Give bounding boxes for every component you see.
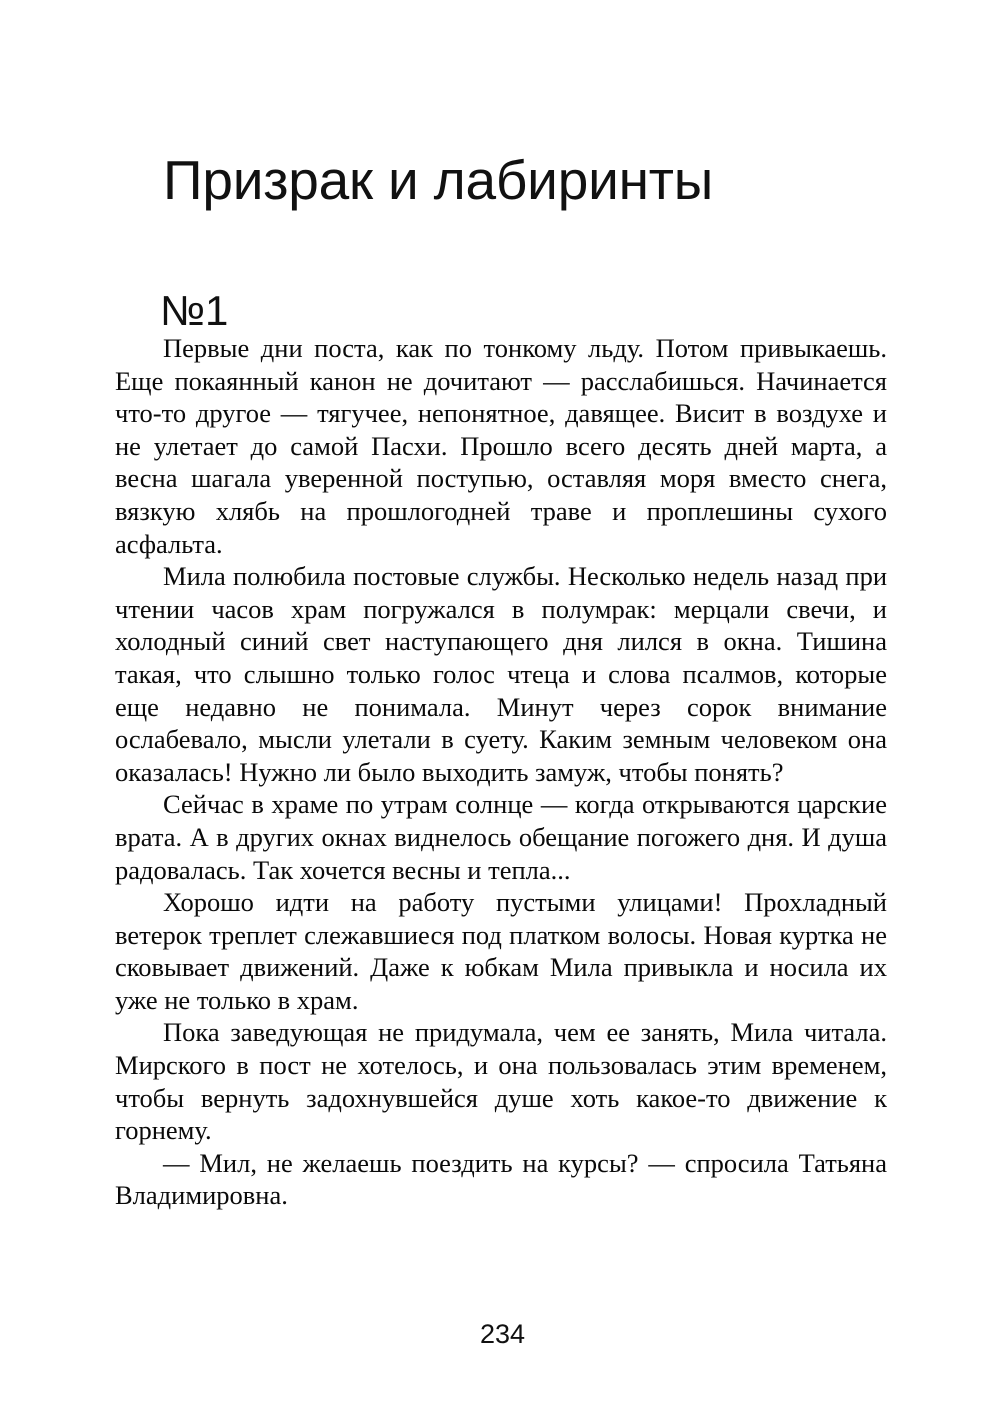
paragraph: Хорошо идти на работу пустыми улицами! Прохладный ветерок треплет слежавшиеся под платком волосы. Новая куртка не сковывает движений. Даже к юбкам Мила привыкла и носила их уже не только в храм. (115, 887, 887, 1015)
paragraph: Первые дни поста, как по тонкому льду. Потом привыкаешь. Еще покаянный канон не дочитают — расслабишься. Начинается что-то другое — тягучее, непонятное, давящее. Висит в воздухе и не улетает до самой Пасхи. Прошло всего десять дней марта, а весна шагала уверенной поступью, оставляя моря вместо снега, вязкую хлябь на прошлогодней траве и проплешины сухого асфальта. (115, 333, 887, 559)
paragraph: Пока заведующая не придумала, чем ее занять, Мила читала. Мирского в пост не хотелось, и она пользовалась этим временем, чтобы вернуть задохнувшейся душе хоть какое-то движение к горнему. (115, 1017, 887, 1146)
body-text-block (115, 332, 887, 1212)
paragraph: — Мил, не желаешь поездить на курсы? — спросила Татьяна Владимировна. (115, 1147, 887, 1211)
page-number: 234 (479, 1319, 526, 1349)
paragraph: Сейчас в храме по утрам солнце — когда открываются царские врата. А в других окнах виднелось обещание погожего дня. И душа радовалась. Так хочется весны и тепла... (115, 789, 887, 885)
section-number-heading: №1 (160, 286, 229, 334)
paragraph: Мила полюбила постовые службы. Несколько недель назад при чтении часов храм погружался в полумрак: мерцали свечи, и холодный синий свет наступающего дня лился в окна. Тишина такая, что слышно только голос чтеца и слова псалмов, которые еще недавно не понимала. Минут через сорок внимание ослабевало, мысли улетали в суету. Каким земным человеком она оказалась! Нужно ли было выходить замуж, чтобы понять? (115, 561, 887, 787)
chapter-title: Призрак и лабиринты (163, 148, 714, 211)
